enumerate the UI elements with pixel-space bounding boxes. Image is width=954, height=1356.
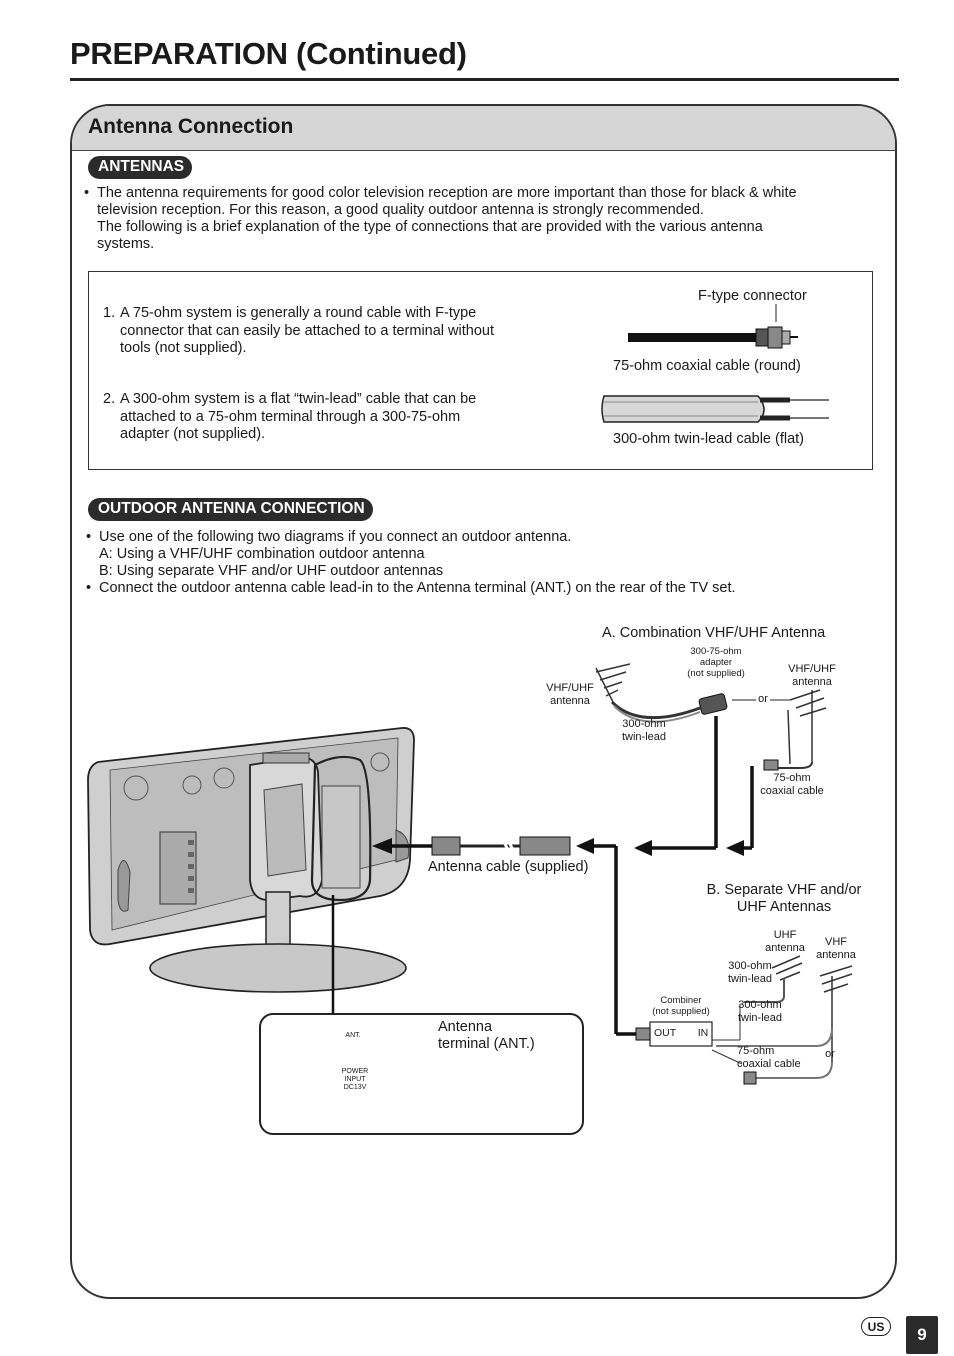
label-line: INPUT (344, 1076, 366, 1083)
item-number: 2. (103, 391, 116, 407)
combiner-out-label: OUT (654, 1027, 677, 1039)
region-badge: US (861, 1317, 891, 1336)
item-line: adapter (not supplied). (120, 426, 266, 442)
outdoor-bullet-text: Connect the outdoor antenna cable lead-in to the Antenna terminal (ANT.) on the rear of the TV set. (99, 580, 736, 596)
outdoor-heading: OUTDOOR ANTENNA CONNECTION (88, 498, 373, 521)
item-line: attached to a 75-ohm terminal through a 300-75-ohm (120, 408, 461, 425)
label-line: UHF (773, 929, 797, 941)
twin-lead-flat-label: 300-ohm twin-lead cable (flat) (613, 431, 805, 447)
coax-cable-illustration (620, 302, 800, 356)
antenna-cable-label: Antenna cable (supplied) (428, 859, 589, 875)
label-line: terminal (ANT.) (438, 1036, 535, 1052)
vhf-uhf-antenna-right-label (782, 663, 842, 689)
label-line: antenna (765, 942, 805, 954)
label-line: twin-lead (727, 973, 773, 985)
intro-line: systems. (97, 236, 155, 252)
label-line: twin-lead (737, 1012, 783, 1024)
or-label-a: or (758, 693, 768, 705)
cable-item-75ohm (103, 305, 560, 358)
adapter-label (676, 646, 756, 679)
combiner-in-label: IN (697, 1027, 709, 1039)
or-label-b: or (825, 1048, 835, 1060)
label-line: 300-ohm (622, 718, 666, 730)
antennas-intro (84, 185, 887, 253)
title-rule (70, 78, 899, 81)
item-line: tools (not supplied). (120, 340, 247, 356)
label-line: 300-ohm (738, 999, 782, 1011)
label-line: 75-ohm (737, 1045, 775, 1057)
label-line: 300-ohm (728, 960, 772, 972)
label-line: antenna (816, 949, 856, 961)
outdoor-option-b: B: Using separate VHF and/or UHF outdoor antennas (99, 563, 444, 579)
inset-power-label (338, 1068, 372, 1092)
label-line: B. Separate VHF and/or (706, 882, 862, 898)
f-type-connector-label: F-type connector (698, 288, 807, 304)
label-line: VHF (825, 936, 847, 948)
label-line: VHF/UHF (546, 682, 594, 694)
label-line: twin-lead (621, 731, 667, 743)
uhf-antenna-label (762, 929, 808, 955)
combo-antenna-title: A. Combination VHF/UHF Antenna (602, 625, 826, 641)
bullet-dot: • (86, 529, 92, 545)
outdoor-bullet-text: Use one of the following two diagrams if you connect an outdoor antenna. (99, 529, 572, 545)
bullet-dot: • (86, 580, 92, 596)
item-number: 1. (103, 305, 116, 321)
intro-line: The following is a brief explanation of the type of connections that are provided with the various antenna (97, 219, 763, 235)
cable-item-300ohm (103, 391, 560, 444)
label-line: antenna (550, 695, 590, 707)
antennas-heading: ANTENNAS (88, 156, 192, 179)
coax-a-label (756, 772, 828, 798)
section-title: Antenna Connection (88, 115, 294, 138)
label-line: (not supplied) (652, 1006, 710, 1017)
page-number: 9 (906, 1316, 938, 1354)
twin-lead-b2-label (734, 999, 786, 1025)
page-title: PREPARATION (Continued) (70, 36, 467, 71)
label-line: Antenna (438, 1019, 493, 1035)
section-header (72, 106, 895, 151)
label-line: DC13V (343, 1084, 367, 1091)
twin-lead-b1-label (724, 960, 776, 986)
item-line: A 75-ohm system is generally a round cable with F-type (120, 305, 477, 321)
item-line: A 300-ohm system is a flat “twin-lead” cable that can be (120, 391, 477, 407)
twin-lead-a-label (618, 718, 670, 744)
coax-round-label: 75-ohm coaxial cable (round) (613, 358, 801, 374)
combo-antenna-a (596, 664, 826, 856)
intro-line: television reception. For this reason, a good quality outdoor antenna is strongly recommended. (97, 202, 704, 218)
label-line: POWER (341, 1068, 369, 1075)
coax-b-label (737, 1045, 809, 1071)
label-line: Combiner (660, 995, 702, 1006)
label-line: coaxial cable (737, 1058, 801, 1070)
combiner-label (648, 995, 714, 1017)
item-line: connector that can easily be attached to a terminal without (120, 322, 494, 339)
vhf-uhf-antenna-left-label (540, 682, 600, 708)
label-line: VHF/UHF (788, 663, 836, 675)
label-line: UHF Antennas (736, 899, 832, 915)
tv-rear-illustration (88, 728, 414, 992)
adapter-label-line: (not supplied) (687, 668, 745, 679)
vhf-antenna-label (812, 936, 860, 962)
label-line: coaxial cable (760, 785, 824, 797)
outdoor-bullet-2 (86, 580, 879, 597)
adapter-label-line: 300-75-ohm (690, 646, 742, 657)
outdoor-bullet-1 (86, 529, 879, 580)
bullet-dot: • (84, 185, 90, 201)
adapter-label-line: adapter (699, 657, 733, 668)
twin-lead-illustration (600, 392, 835, 428)
label-line: 75-ohm (773, 772, 811, 784)
inset-ant-label: ANT. (345, 1032, 361, 1039)
outdoor-option-a: A: Using a VHF/UHF combination outdoor antenna (99, 546, 425, 562)
label-line: antenna (792, 676, 832, 688)
terminal-inset-frame (259, 1013, 584, 1135)
antenna-terminal-label (438, 1019, 535, 1053)
intro-line: The antenna requirements for good color television reception are more important than those for black & white (97, 185, 797, 201)
separate-antennas-title (698, 882, 870, 916)
